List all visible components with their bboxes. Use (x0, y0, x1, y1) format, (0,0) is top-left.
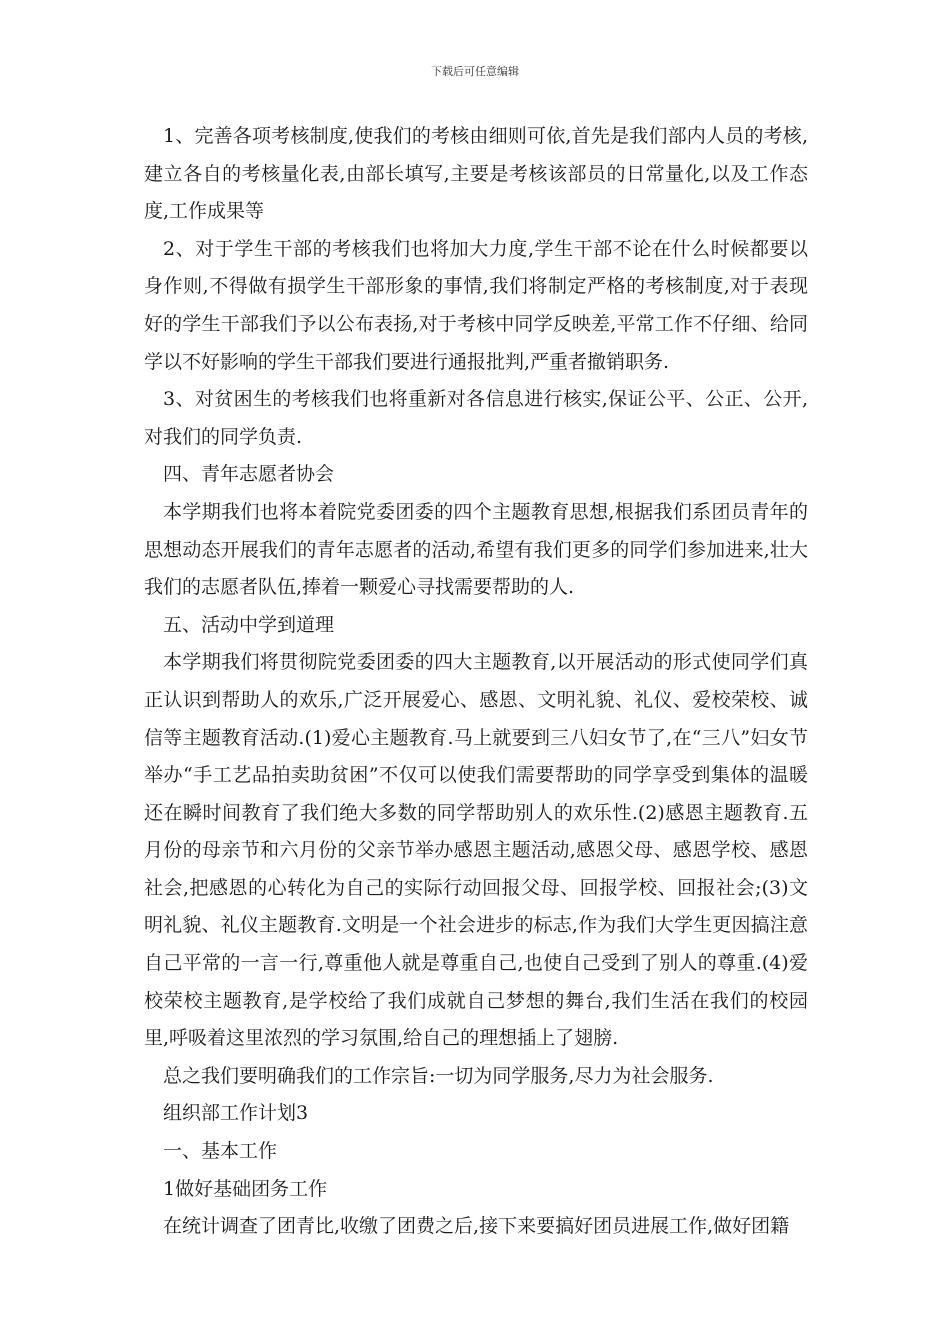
section-heading-volunteers: 四、青年志愿者协会 (163, 463, 335, 486)
paragraph-cadre-assessment: 2、对于学生干部的考核我们也将加大力度,学生干部不论在什么时候都要以身作则,不得做有损学生干部形象的事情,我们将制定严格的考核制度,对于表现好的学生干部我们予以公布表扬,对于考核中同学反映差,平常工作不仔细、给同学以不好影响的学生干部我们要进行通报批判,严重者撤销职务. (144, 237, 808, 373)
section-heading-activities: 五、活动中学到道理 (163, 613, 335, 636)
paragraph-activities: 本学期我们将贯彻院党委团委的四大主题教育,以开展活动的形式使同学们真正认识到帮助人的欢乐,广泛开展爱心、感恩、文明礼貌、礼仪、爱校荣校、诚信等主题教育活动.(1)爱心主题教育.马上就要到三八妇女节了,在“三八”妇女节举办“手工艺品拍卖助贫困”不仅可以使我们需要帮助的同学享受到集体的温暖还在瞬时间教育了我们绝大多数的同学帮助别人的欢乐性.(2)感恩主题教育.五月份的母亲节和六月份的父亲节举办感恩主题活动,感恩父母、感恩学校、感恩社会,把感恩的心转化为自己的实际行动回报父母、回报学校、回报社会;(3)文明礼貌、礼仪主题教育.文明是一个社会进步的标志,作为我们大学生更因搞注意自己平常的一言一行,尊重他人就是尊重自己,也使自己受到了别人的尊重.(4)爱校荣校主题教育,是学校给了我们成就自己梦想的舞台,我们生活在我们的校园里,呼吸着这里浓烈的学习氛围,给自己的理想插上了翅膀. (144, 651, 808, 1050)
page-header: 下载后可任意编辑 (431, 65, 519, 78)
document-body (144, 118, 808, 1246)
document-title: 组织部工作计划3 (163, 1102, 309, 1125)
paragraph-volunteers: 本学期我们也将本着院党委团委的四个主题教育思想,根据我们系团员青年的思想动态开展我们的青年志愿者的活动,希望有我们更多的同学们参加进来,壮大我们的志愿者队伍,捧着一颗爱心寻找需要帮助的人. (144, 500, 808, 599)
paragraph-summary: 总之我们要明确我们的工作宗旨:一切为同学服务,尽力为社会服务. (163, 1064, 714, 1087)
paragraph-league-affairs: 在统计调查了团青比,收缴了团费之后,接下来要搞好团员进展工作,做好团籍 (163, 1215, 790, 1238)
paragraph-assessment-system: 1、完善各项考核制度,使我们的考核由细则可依,首先是我们部内人员的考核,建立各自的考核量化表,由部长填写,主要是考核该部员的日常量化,以及工作态度,工作成果等 (144, 125, 808, 223)
section-heading-basic-work: 一、基本工作 (163, 1140, 278, 1163)
subsection-heading-league-affairs: 1做好基础团务工作 (163, 1177, 328, 1200)
paragraph-poor-student-assessment: 3、对贫困生的考核我们也将重新对各信息进行核实,保证公平、公正、公开,对我们的同学负责. (144, 388, 808, 448)
